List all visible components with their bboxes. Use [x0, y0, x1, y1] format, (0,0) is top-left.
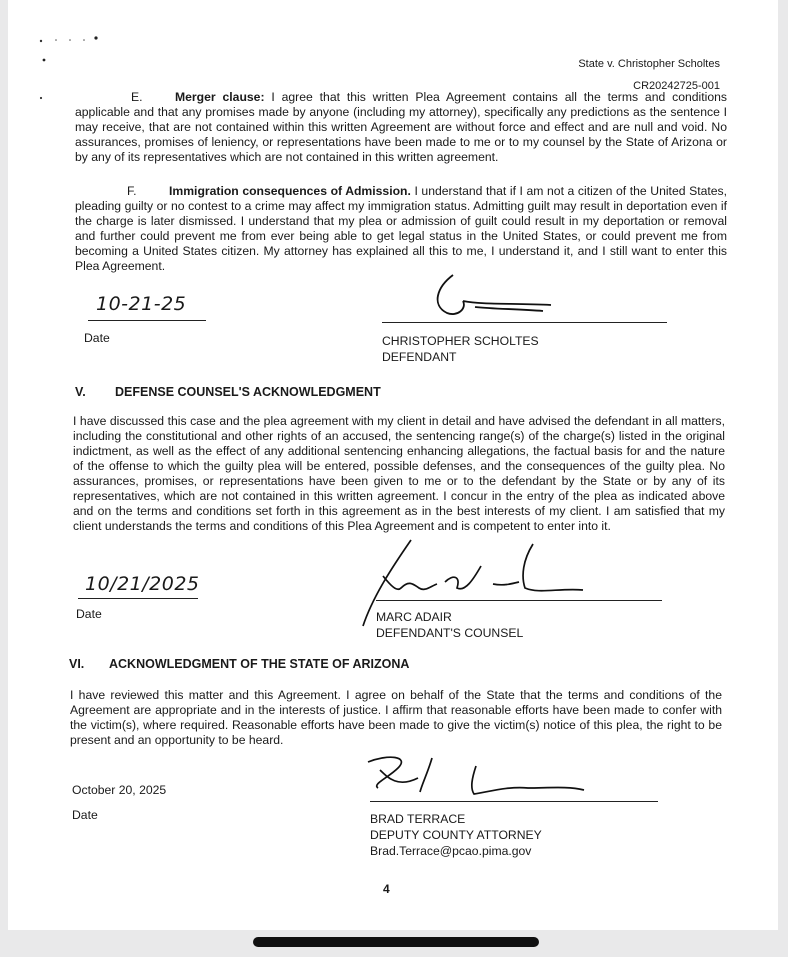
clause-e-title: Merger clause:: [175, 90, 265, 104]
defendant-handwritten-date: 10-21-25: [96, 293, 187, 315]
defendant-role: DEFENDANT: [382, 350, 457, 364]
clause-e: [75, 90, 727, 165]
clause-e-letter: E.: [131, 90, 143, 104]
state-email: Brad.Terrace@pcao.pima.gov: [370, 844, 532, 858]
defendant-signature: [423, 265, 563, 325]
section-vi-number: VI.: [69, 657, 85, 671]
section-v-heading: [75, 385, 381, 399]
counsel-signature-line: [376, 600, 662, 601]
home-indicator[interactable]: [253, 937, 539, 947]
section-v-title: DEFENSE COUNSEL'S ACKNOWLEDGMENT: [115, 385, 381, 399]
counsel-name: MARC ADAIR: [376, 610, 452, 624]
section-v-number: V.: [75, 385, 86, 399]
defendant-date-label: Date: [84, 331, 110, 345]
state-date-value: October 20, 2025: [72, 783, 167, 797]
case-number: CR20242725-001: [633, 80, 720, 92]
clause-f-title: Immigration consequences of Admission.: [169, 184, 411, 198]
section-vi-text: I have reviewed this matter and this Agreement. I agree on behalf of the State that the terms and conditions of the Agreement are appropriate and in the interests of justice. I affirm that reasonable efforts have been made to confer with the victim(s), where required. Reasonable efforts have been made to give the victim(s) notice of this plea, the right to be present and an opportunity to be heard.: [70, 688, 722, 747]
clause-f: [75, 184, 727, 274]
document-page: [8, 0, 778, 930]
state-role: DEPUTY COUNTY ATTORNEY: [370, 828, 542, 842]
section-vi-title: ACKNOWLEDGMENT OF THE STATE OF ARIZONA: [109, 657, 410, 671]
clause-f-text: I understand that if I am not a citizen of the United States, pleading guilty or no contest to a crime may affect my immigration status. Admitting guilt may result in deportation even if the charge is later dismissed. I understand that my plea or admission of guilt could result in my deportation or removal and further could prevent me from ever being able to get legal status in the United States, or could prevent me from becoming a United States citizen. My attorney has explained all this to me, I understand it, and I still want to enter this Plea Agreement.: [75, 184, 728, 273]
clause-f-letter: F.: [127, 184, 137, 198]
counsel-handwritten-date: 10/21/2025: [85, 573, 200, 595]
case-title: State v. Christopher Scholtes: [578, 58, 720, 70]
counsel-date-label: Date: [76, 607, 102, 621]
defendant-date-line: [88, 320, 206, 321]
section-v-text: I have discussed this case and the plea agreement with my client in detail and have advised the defendant in all matters, including the constitutional and other rights of an accused, the sentencing range(s) of the charge(s) listed in the original indictment, as well as the effect of any additional sentencing enhancing allegations, the factual basis for and the nature of the offense to which the guilty plea will be entered, possible defenses, and the consequences of the guilty plea. No assurances, promises, or representations have been given to me or to the defendant by the State or by any of its representatives, which are not contained in this written agreement. I concur in the entry of the plea as indicated above and on the terms and conditions set forth in this agreement as in the best interests of my client. I am satisfied that my client understands the terms and conditions of this Plea Agreement and is competent to enter into it.: [73, 414, 725, 533]
defendant-name: CHRISTOPHER SCHOLTES: [382, 334, 539, 348]
state-date-label: Date: [72, 808, 98, 822]
state-signature: [358, 748, 598, 803]
page-number: 4: [383, 882, 390, 896]
defendant-signature-line: [382, 322, 667, 323]
section-vi-heading: [69, 657, 409, 671]
counsel-date-line: [78, 598, 198, 599]
state-signature-line: [370, 801, 658, 802]
state-name: BRAD TERRACE: [370, 812, 466, 826]
counsel-role: DEFENDANT'S COUNSEL: [376, 626, 524, 640]
clause-e-text: I agree that this written Plea Agreement contains all the terms and conditions applicable and that any promises made by anyone (including my attorney), specifically any predictions as the sentence I may receive, that are not contained within this written Agreement are without force and effect and are null and void. No assurances, promises of leniency, or representations have been made to me or to my counsel by the State of Arizona or by any of its representatives which are not contained in this written agreement.: [75, 90, 727, 164]
